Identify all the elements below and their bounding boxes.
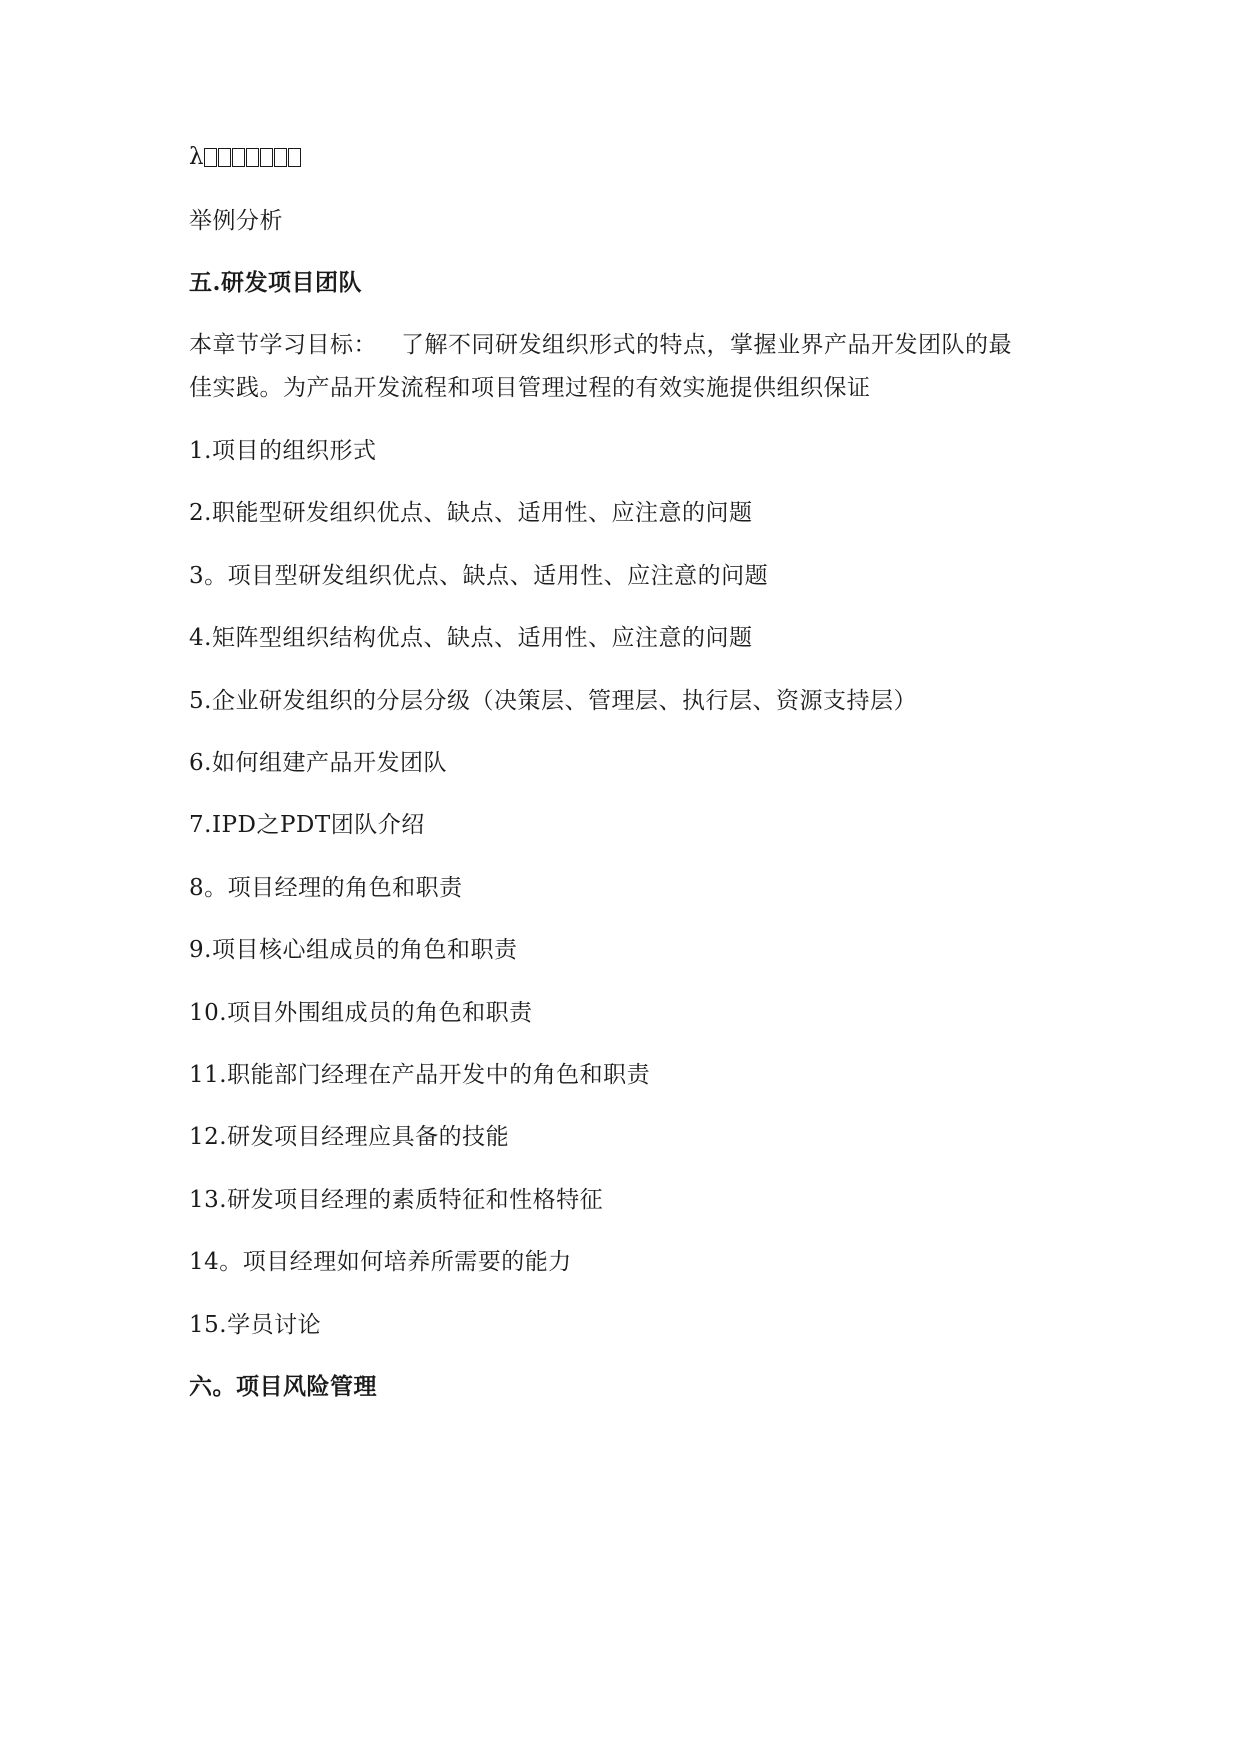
section-heading-6: 六。项目风险管理	[189, 1373, 377, 1400]
missing-glyph-box-icon	[274, 148, 287, 167]
example-analysis-line: 举例分析	[189, 208, 283, 234]
learning-objective-line-2: 佳实践。为产品开发流程和项目管理过程的有效实施提供组织保证	[189, 375, 871, 401]
list-item-8: 8。项目经理的角色和职责	[189, 875, 463, 901]
learning-objective-text: 了解不同研发组织形式的特点，掌握业界产品开发团队的最	[401, 332, 1012, 358]
list-item-9: 9.项目核心组成员的角色和职责	[189, 937, 518, 963]
list-item-4: 4.矩阵型组织结构优点、缺点、适用性、应注意的问题	[189, 625, 753, 651]
list-item-1: 1.项目的组织形式	[189, 438, 377, 464]
bullet-placeholder-line	[189, 142, 302, 172]
list-item-14: 14。项目经理如何培养所需要的能力	[189, 1249, 572, 1275]
list-item-10: 10.项目外围组成员的角色和职责	[189, 1000, 533, 1026]
section-heading-5: 五.研发项目团队	[189, 269, 363, 296]
missing-glyph-box-icon	[232, 148, 245, 167]
list-item-6: 6.如何组建产品开发团队	[189, 750, 447, 776]
list-item-12: 12.研发项目经理应具备的技能	[189, 1124, 510, 1150]
list-item-11: 11.职能部门经理在产品开发中的角色和职责	[189, 1062, 651, 1088]
list-item-2: 2.职能型研发组织优点、缺点、适用性、应注意的问题	[189, 500, 753, 526]
learning-objective-label: 本章节学习目标：	[189, 332, 377, 358]
list-item-5: 5.企业研发组织的分层分级（决策层、管理层、执行层、资源支持层）	[189, 688, 917, 714]
missing-glyph-box-icon	[218, 148, 231, 167]
missing-glyph-box-icon	[288, 148, 301, 167]
missing-glyph-box-icon	[260, 148, 273, 167]
list-item-3: 3。项目型研发组织优点、缺点、适用性、应注意的问题	[189, 563, 769, 589]
list-item-7: 7.IPD之PDT团队介绍	[189, 812, 425, 838]
list-item-15: 15.学员讨论	[189, 1312, 322, 1338]
lambda-symbol: λ	[189, 144, 205, 170]
missing-glyph-box-icon	[204, 148, 217, 167]
learning-objective-line-1	[189, 330, 1012, 360]
list-item-13: 13.研发项目经理的素质特征和性格特征	[189, 1187, 604, 1213]
missing-glyph-box-icon	[246, 148, 259, 167]
